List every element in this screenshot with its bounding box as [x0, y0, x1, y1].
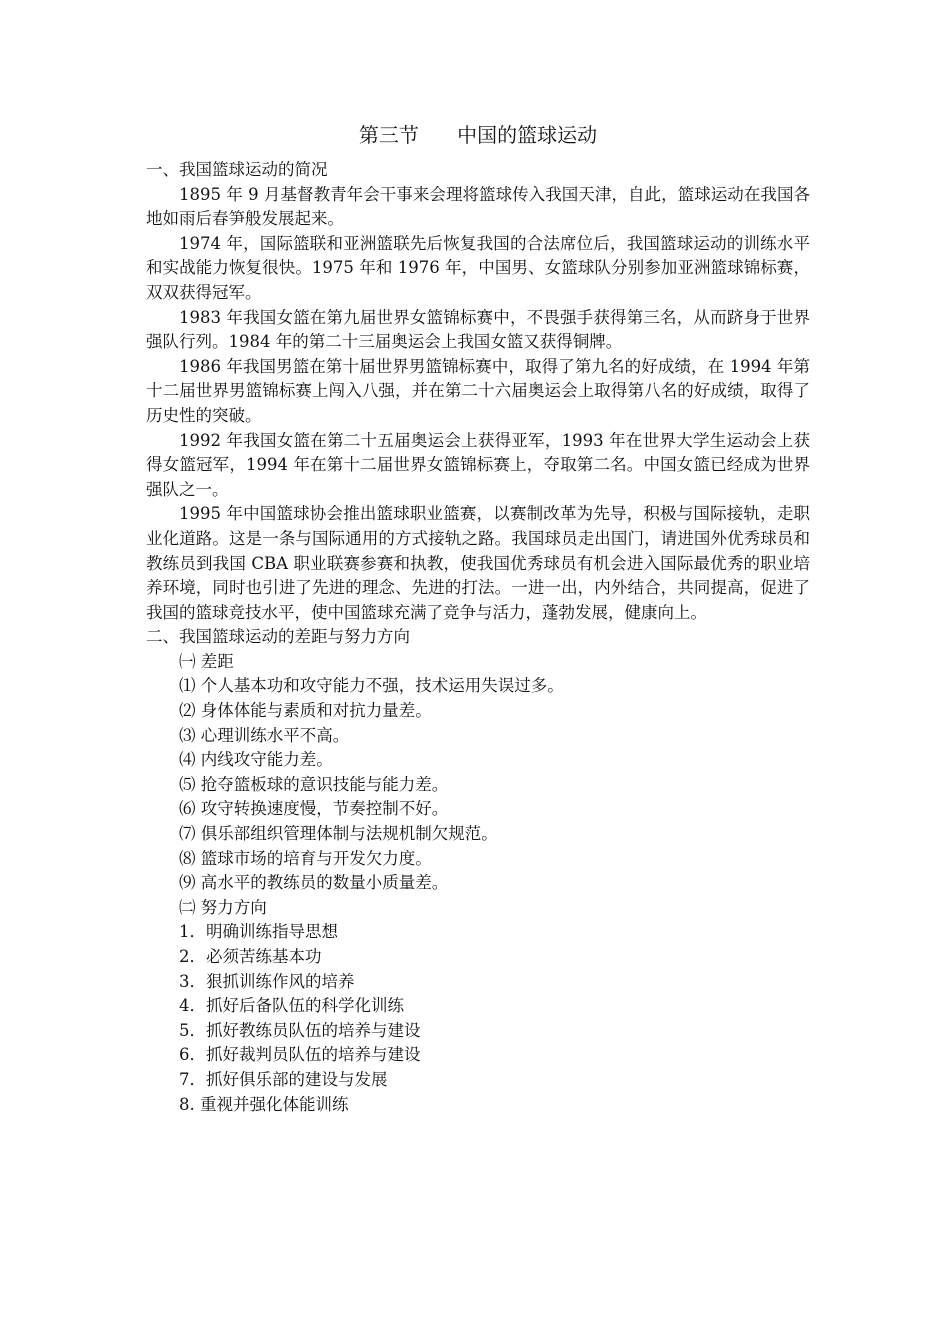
list-item: ⑷ 内线攻守能力差。 — [179, 750, 333, 770]
list-item: ⑺ 俱乐部组织管理体制与法规机制欠规范。 — [179, 824, 498, 844]
paragraph: 1992 年我国女篮在第二十五届奥运会上获得亚军，1993 年在世界大学生运动会上获得女篮冠军，1994 年在第十二届世界女篮锦标赛上，夺取第二名。中国女篮已经成为世界强队之一。 — [146, 430, 810, 499]
list-item: 3．狠抓训练作风的培养 — [179, 971, 355, 991]
list-item: ⑸ 抢夺篮板球的意识技能与能力差。 — [179, 774, 449, 794]
paragraph: 1983 年我国女篮在第九届世界女篮锦标赛中，不畏强手获得第三名，从而跻身于世界强队行列。1984 年的第二十三届奥运会上我国女篮又获得铜牌。 — [146, 307, 810, 352]
subheading-directions: ㈡ 努力方向 — [179, 897, 267, 917]
list-item: 1．明确训练指导思想 — [179, 922, 338, 942]
paragraph: 1974 年，国际篮联和亚洲篮联先后恢复我国的合法席位后，我国篮球运动的训练水平和实战能力恢复很快。1975 年和 1976 年，中国男、女篮球队分别参加亚洲篮球锦标赛，双双获得冠军。 — [146, 233, 810, 302]
list-item: ⑹ 攻守转换速度慢，节奏控制不好。 — [179, 799, 449, 819]
paragraph: 1995 年中国篮球协会推出篮球职业篮赛，以赛制改革为先导，积极与国际接轨，走职业化道路。这是一条与国际通用的方式接轨之路。我国球员走出国门，请进国外优秀球员和教练员到我国 CBA 职业联赛参赛和执教，使我国优秀球员有机会进入国际最优秀的职业培养环境，同时也引进了先进的理念、先进的打法。一进一出，内外结合，共同提高，促进了我国的篮球竞技水平，使中国篮球充满了竞争与活力，蓬勃发展，健康向上。 — [146, 504, 810, 622]
list-item: ⑻ 篮球市场的培育与开发欠力度。 — [179, 848, 432, 868]
section-heading-gaps-and-directions: 二、我国篮球运动的差距与努力方向 — [146, 627, 410, 647]
list-item: 5．抓好教练员队伍的培养与建设 — [179, 1020, 421, 1040]
section-heading-overview: 一、我国篮球运动的简况 — [146, 160, 328, 179]
list-item: ⑶ 心理训练水平不高。 — [179, 725, 350, 745]
list-item: 6．抓好裁判员队伍的培养与建设 — [179, 1045, 421, 1065]
list-item: 2．必须苦练基本功 — [179, 947, 322, 966]
list-item: 8. 重视并强化体能训练 — [179, 1094, 349, 1114]
list-item: ⑴ 个人基本功和攻守能力不强，技术运用失误过多。 — [179, 676, 564, 696]
paragraph: 1895 年 9 月基督教青年会干事来会理将篮球传入我国天津，自此，篮球运动在我国各地如雨后春笋般发展起来。 — [146, 184, 810, 229]
list-item: 4．抓好后备队伍的科学化训练 — [179, 996, 404, 1016]
subheading-gaps: ㈠ 差距 — [179, 651, 234, 671]
list-item: ⑵ 身体体能与素质和对抗力量差。 — [179, 701, 432, 721]
list-item: ⑼ 高水平的教练员的数量小质量差。 — [179, 873, 449, 893]
paragraph: 1986 年我国男篮在第十届世界男篮锦标赛中，取得了第九名的好成绩，在 1994 年第十二届世界男篮锦标赛上闯入八强，并在第二十六届奥运会上取得第八名的好成绩，取得了历史性的突破。 — [146, 356, 810, 425]
list-item: 7．抓好俱乐部的建设与发展 — [179, 1069, 388, 1089]
page-title: 第三节 中国的篮球运动 — [358, 123, 598, 147]
document-page — [146, 120, 810, 1117]
